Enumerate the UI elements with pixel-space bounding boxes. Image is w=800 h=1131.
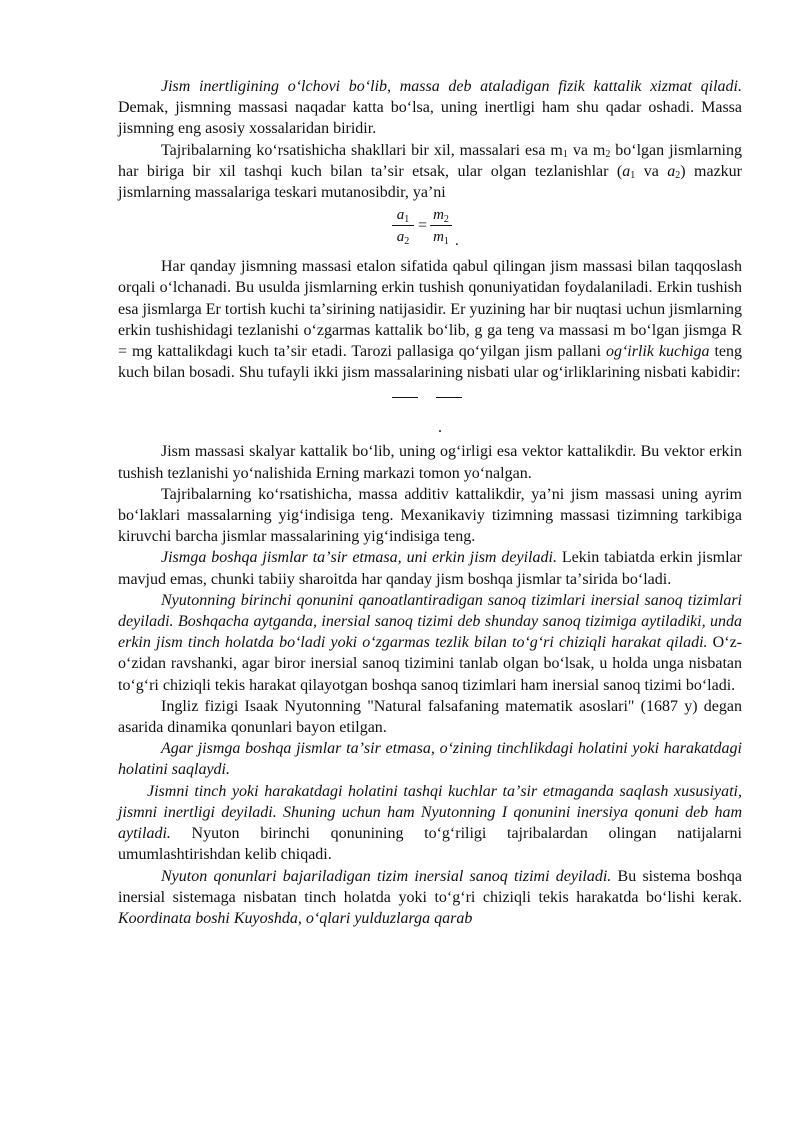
subscript: 2: [605, 148, 611, 160]
body-text: Har qanday jismning massasi etalon sifatida qabul qilingan jism massasi bilan taqqoslash orqali oʻlchanadi. Bu usulda jismlarning erkin tushish qonuniyatidan foydalaniladi. Erkin tushish esa jismlarga Er tortish kuchi taʼsirining natijasidir. Er yuzining har bir nuqtasi uchun jismlarning erkin tushishidagi tezlanishi oʻzgarmas kattalik boʻlib, g ga teng va massasi m boʻlgan jismga R = mg kattalikdagi kuch taʼsir etadi. Tarozi pallasiga qoʻyilgan jism pallani: [118, 258, 742, 361]
emphasis-text: Agar jismga boshqa jismlar taʼsir etmasa, oʻzining tinchlikdagi holatini yoki harakatdagi holatini saqlaydi.: [118, 740, 742, 779]
subscript: 1: [562, 148, 568, 160]
variable-a: a: [622, 162, 631, 180]
paragraph-free-body: [118, 547, 742, 589]
body-text: va: [635, 162, 668, 180]
acceleration-fraction: [390, 206, 416, 246]
document-page: [118, 76, 742, 929]
paragraph-newton-principia: [118, 696, 742, 738]
paragraph-mass-definition: [118, 76, 742, 140]
body-text: ) mazkur jismlarning massalariga teskari mutanosibdir, yaʼni: [118, 162, 742, 202]
paragraph-first-law-statement: [118, 738, 742, 780]
body-text: Tajribalarning koʻrsatishicha, massa additiv kattalikdir, yaʼni jism massasi uning ayrim boʻlaklari massalarning yigʻindisiga teng. Mexanikaviy tizimning massasi tizimning tarkibiga kiruvchi barcha jismlar massalarining yigʻindisiga teng.: [118, 485, 742, 546]
emphasis-text: Jismga boshqa jismlar taʼsir etmasa, uni erkin jism deyiladi.: [161, 549, 557, 567]
fraction-bar: [392, 397, 418, 398]
emphasis-text: Jism inertligining oʻlchovi boʻlib, massa deb ataladigan fizik kattalik xizmat qiladi.: [161, 78, 742, 95]
weight-ratio-formula: [118, 383, 742, 441]
fraction-denominator: $m_1$: [433, 229, 449, 248]
body-text: teng kuch bilan bosadi. Shu tufayli ikki jism massalarining nisbati ular ogʻirliklarining nisbati kabidir:: [118, 343, 743, 382]
fraction-bar: [436, 397, 462, 398]
body-text: Nyuton birinchi qonunining toʻgʻriligi tajribalardan olingan natijalarni umumlashtirishdan kelib chiqadi.: [118, 825, 742, 864]
emphasis-text: Nyuton qonunlari bajariladigan tizim inersial sanoq tizimi deyiladi.: [161, 867, 612, 885]
body-text: Demak, jismning massasi naqadar katta boʻlsa, uning inertligi ham shu qadar oshadi. Massa jismning eng asosiy xossalaridan biridir.: [118, 99, 742, 138]
mass-fraction: [428, 206, 454, 246]
fraction-numerator: $a_1$: [396, 207, 410, 226]
fraction-bar: [430, 225, 452, 226]
paragraph-inertial-frames: [118, 590, 742, 696]
paragraph-mass-measurement: [118, 256, 742, 383]
emphasis-text: ogʻirlik kuchiga: [605, 343, 710, 361]
body-text: Lekin tabiatda erkin jismlar mavjud emas, chunki tabiiy sharoitda har qanday jism boshqa jismlar taʼsirida boʻladi.: [118, 549, 742, 588]
paragraph-inertial-system-definition: [118, 866, 742, 930]
fraction-denominator: $a_2$: [396, 229, 410, 248]
fraction-numerator: $m_2$: [433, 207, 449, 226]
body-text: boʻlgan jismlarning har biriga bir xil tashqi kuch bilan taʼsir etsak, ular olgan tezlanishlar (: [118, 141, 742, 180]
body-text: Bu sistema boshqa inersial sistemaga nisbatan tinch holatda yoki toʻgʻri chiziqli tekis harakatda boʻlishi kerak.: [118, 867, 742, 906]
fraction-bar: [392, 225, 414, 226]
body-text: va m: [567, 141, 606, 159]
paragraph-scalar-vector: [118, 441, 742, 483]
emphasis-text: Nyutonning birinchi qonunini qanoatlantiradigan sanoq tizimlari inersial sanoq tizimlari deyiladi. Boshqacha aytganda, inersial sanoq tizimi deb shunday sanoq tizimiga aytiladiki, unda erkin jism tinch holatda boʻladi yoki oʻzgarmas tezlik bilan toʻgʻri chiziqli harakat qiladi.: [118, 591, 742, 652]
paragraph-inertia-law: [118, 781, 742, 866]
emphasis-text: Jismni tinch yoki harakatdagi holatini tashqi kuchlar taʼsir etmaganda saqlash xususiyati, jismni inertligi deyiladi. Shuning uchun ham Nyutonning I qonunini inersiya qonuni deb ham aytiladi.: [118, 782, 742, 843]
equals-sign: =: [418, 217, 428, 235]
formula-period: .: [438, 419, 442, 437]
body-text: Jism massasi skalyar kattalik boʻlib, uning ogʻirligi esa vektor kattalikdir. Bu vektor erkin tushish tezlanishi yoʻnalishida Erning markazi tomon yoʻnalgan.: [118, 443, 742, 482]
subscript: 1: [630, 169, 636, 181]
paragraph-experiments-acceleration: [118, 140, 742, 204]
acceleration-mass-ratio-formula: [118, 206, 742, 254]
formula-period: .: [455, 233, 459, 250]
variable-a: a: [667, 162, 676, 180]
paragraph-additive-mass: [118, 484, 742, 548]
body-text: Oʻz-oʻzidan ravshanki, agar biror inersial sanoq tizimini tanlab olgan boʻlsak, u holda unga nisbatan toʻgʻri chiziqli tekis harakat qilayotgan boshqa sanoq tizimlari ham inersial sanoq tizimi boʻladi.: [118, 634, 742, 694]
emphasis-text: Koordinata boshi Kuyoshda, oʻqlari yulduzlarga qarab: [118, 909, 473, 927]
body-text: Tajribalarning koʻrsatishicha shakllari bir xil, massalari esa m: [161, 141, 563, 159]
body-text: Ingliz fizigi Isaak Nyutonning "Natural falsafaning matematik asoslari" (1687 y) degan asarida dinamika qonunlari bayon etilgan.: [118, 697, 742, 737]
subscript: 2: [675, 169, 681, 181]
